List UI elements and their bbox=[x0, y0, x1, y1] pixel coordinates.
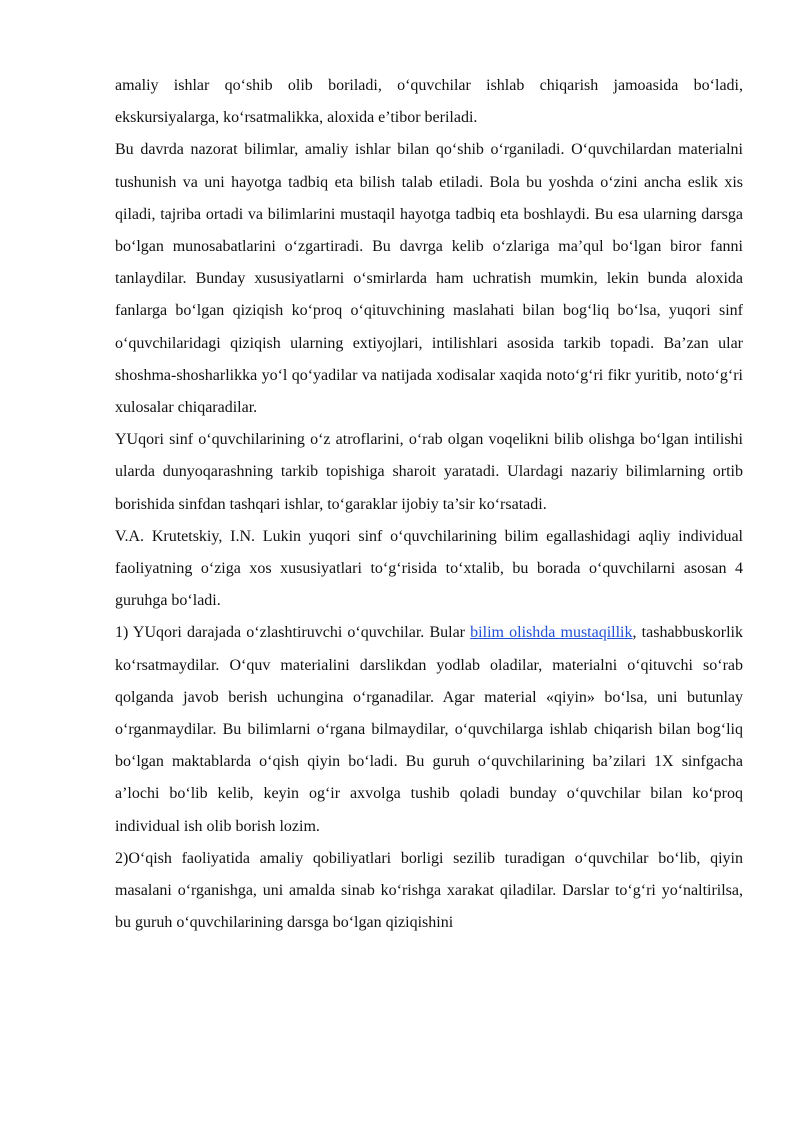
paragraph-5-trailing-text: , tashabbuskorlik ko‘rsatmaydilar. O‘quv materialini darslikdan yodlab oladilar, materialni o‘qituvchi so‘rab qolganda javob berish uchungina o‘rganadilar. Agar material «qiyin» bo‘lsa, uni butunlay o‘rganmaydilar. Bu bilimlarni o‘rgana bilmaydilar, o‘quvchilarga ishlab chiqarish bilan bog‘liq bo‘lgan maktablarda o‘qish qiyin bo‘ladi. Bu guruh o‘quvchilarining ba’zilari 1X sinfgacha a’lochi bo‘lib kelib, keyin og‘ir axvolga tushib qoladi bunday o‘quvchilar bilan ko‘proq individual ish olib borish lozim. bbox=[115, 624, 744, 835]
paragraph-6: 2)O‘qish faoliyatida amaliy qobiliyatlari borligi sezilib turadigan o‘quvchilar bo‘lib, qiyin masalani o‘rganishga, uni amalda sinab ko‘rishga xarakat qiladilar. Darslar to‘g‘ri yo‘naltirilsa, bu guruh o‘quvchilarining darsga bo‘lgan qiziqishini bbox=[115, 849, 743, 932]
paragraph-4: V.A. Krutetskiy, I.N. Lukin yuqori sinf o‘quvchilarining bilim egallashidagi aqliy individual faoliyatning o‘ziga xos xususiyatlari to‘g‘risida to‘xtalib, bu borada o‘quvchilarni asosan 4 guruhga bo‘ladi. bbox=[115, 527, 743, 610]
document-page bbox=[115, 70, 743, 939]
paragraph-3: YUqori sinf o‘quvchilarining o‘z atroflarini, o‘rab olgan voqelikni bilib olishga bo‘lgan intilishi ularda dunyoqarashning tarkib topishiga sharoit yaratadi. Ulardagi nazariy bilimlarning ortib borishida sinfdan tashqari ishlar, to‘garaklar ijobiy ta’sir ko‘rsatadi. bbox=[115, 431, 743, 513]
paragraph-2: Bu davrda nazorat bilimlar, amaliy ishlar bilan qo‘shib o‘rganiladi. O‘quvchilardan materialni tushunish va uni hayotga tadbiq eta bilish talab etiladi. Bola bu yoshda o‘zini ancha eslik xis qiladi, tajriba ortadi va bilimlarini mustaqil hayotga tadbiq eta boshlaydi. Bu esa ularning darsga bo‘lgan munosabatlarini o‘zgartiradi. Bu davrga kelib o‘zlariga ma’qul bo‘lgan biror fanni tanlaydilar. Bunday xususiyatlarni o‘smirlarda ham uchratish mumkin, lekin bunda aloxida fanlarga bo‘lgan qiziqish ko‘proq o‘qituvchining maslahati bilan bog‘liq bo‘lsa, yuqori sinf o‘quvchilaridagi qiziqish ularning extiyojlari, intilishlari asosida tarkib topadi. Ba’zan ular shoshma-shosharlikka yo‘l qo‘yadilar va natijada xodisalar xaqida noto‘g‘ri fikr yuritib, noto‘g‘ri xulosalar chiqaradilar. bbox=[115, 141, 743, 417]
paragraph-5 bbox=[115, 617, 743, 842]
paragraph-1: amaliy ishlar qo‘shib olib boriladi, o‘quvchilar ishlab chiqarish jamoasida bo‘ladi, ekskursiyalarga, ko‘rsatmalikka, aloxida e’tibor beriladi. bbox=[115, 77, 743, 127]
paragraph-5-lead-text: 1) YUqori darajada o‘zlashtiruvchi o‘quvchilar. Bular bbox=[115, 624, 471, 642]
bilim-olishda-mustaqillik-link[interactable]: bilim olishda mustaqillik bbox=[470, 624, 633, 642]
